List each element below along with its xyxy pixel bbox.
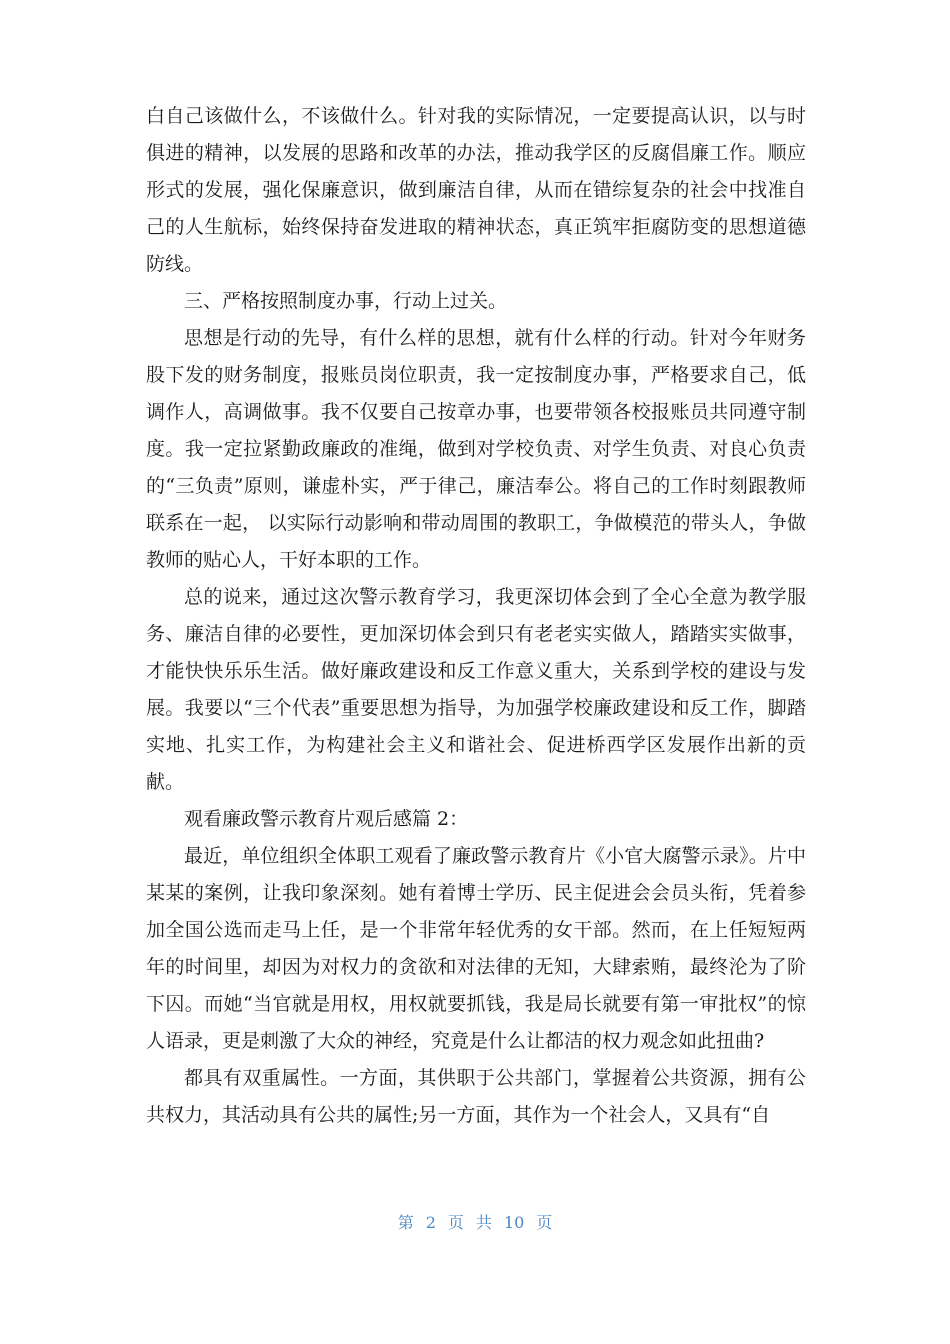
footer-label-ye: 页 xyxy=(447,1213,464,1232)
footer-label-ye-end: 页 xyxy=(536,1213,553,1232)
article-title-2: 观看廉政警示教育片观后感篇 2： xyxy=(184,808,469,830)
paragraph-2: 思想是行动的先导，有什么样的思想，就有什么样的行动。针对今年财务股下发的财务制度，报账员岗位职责，我一定按制度办事，严格要求自己，低调作人，高调做事。我不仅要自己按章办事，也要带领各校报账员共同遵守制度。我一定拉紧勤政廉政的准绳，做到对学校负责、对学生负责、对良心负责的“三负责”原则，谦虚朴实，严于律己，廉洁奉公。将自己的工作时刻跟教师联系在一起， 以实际行动影响和带动周围的教职工，争做模范的带头人，争做教师的贴心人，干好本职的工作。 xyxy=(146,327,806,571)
page-footer xyxy=(0,1210,950,1233)
footer-label-di: 第 xyxy=(397,1213,414,1232)
paragraph-1: 白自己该做什么，不该做什么。针对我的实际情况，一定要提高认识，以与时俱进的精神，以发展的思路和改革的办法，推动我学区的反腐倡廉工作。顺应形式的发展，强化保廉意识，做到廉洁自律，从而在错综复杂的社会中找准自己的人生航标，始终保持奋发进取的精神状态，真正筑牢拒腐防变的思想道德防线。 xyxy=(146,105,806,275)
current-page-number: 2 xyxy=(425,1213,436,1232)
paragraph-5: 都具有双重属性。一方面，其供职于公共部门，掌握着公共资源，拥有公共权力，其活动具有公共的属性;另一方面，其作为一个社会人，又具有“自 xyxy=(146,1067,806,1126)
paragraph-4: 最近，单位组织全体职工观看了廉政警示教育片《小官大腐警示录》。片中某某的案例，让我印象深刻。她有着博士学历、民主促进会会员头衔，凭着参加全国公选而走马上任，是一个非常年轻优秀的女干部。然而，在上任短短两年的时间里，却因为对权力的贪欲和对法律的无知，大肆索贿，最终沦为了阶下囚。而她“当官就是用权，用权就要抓钱，我是局长就要有第一审批权”的惊人语录，更是刺激了大众的神经，究竟是什么让都洁的权力观念如此扭曲? xyxy=(146,845,806,1052)
document-body xyxy=(146,98,806,1134)
footer-label-gong: 共 xyxy=(475,1213,492,1232)
section-heading-3: 三、严格按照制度办事，行动上过关。 xyxy=(184,290,508,312)
paragraph-3: 总的说来，通过这次警示教育学习，我更深切体会到了全心全意为教学服务、廉洁自律的必要性，更加深切体会到只有老老实实做人，踏踏实实做事，才能快快乐乐生活。做好廉政建设和反工作意义重大，关系到学校的建设与发展。我要以“三个代表”重要思想为指导，为加强学校廉政建设和反工作，脚踏实地、扎实工作，为构建社会主义和谐社会、促进桥西学区发展作出新的贡献。 xyxy=(146,586,806,793)
total-page-count: 10 xyxy=(503,1213,525,1232)
